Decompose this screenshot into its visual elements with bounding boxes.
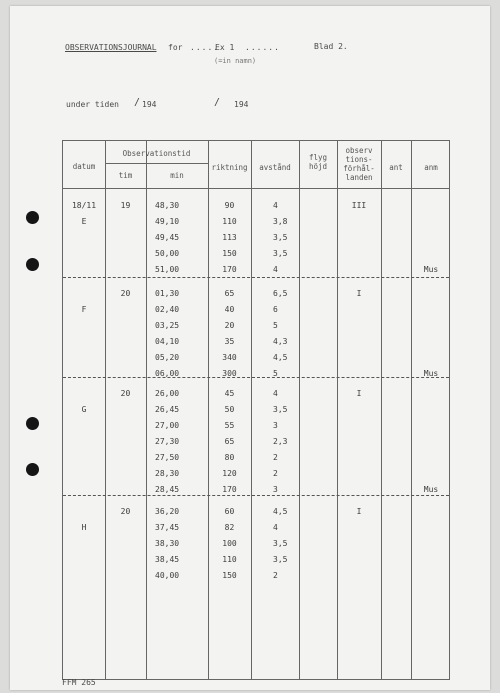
- row-minute: 06,00: [155, 369, 180, 378]
- group-hour: 20: [120, 507, 131, 516]
- group-conditions: I: [356, 289, 362, 298]
- row-note: Mus: [423, 369, 439, 378]
- form-code: FFM 265: [62, 678, 96, 687]
- group-letter: F: [81, 305, 87, 314]
- group-conditions: I: [356, 507, 362, 516]
- row-direction: 60: [224, 507, 235, 516]
- row-minute: 28,30: [155, 469, 180, 478]
- row-minute: 38,45: [155, 555, 180, 564]
- col-flyghojd: [299, 153, 337, 171]
- row-minute: 01,30: [155, 289, 180, 298]
- row-distance: 2: [273, 453, 278, 462]
- col-riktning: riktning: [211, 163, 248, 172]
- row-minute: 27,00: [155, 421, 180, 430]
- row-minute: 27,50: [155, 453, 180, 462]
- row-direction: 100: [222, 539, 237, 548]
- col-observ-line2: tions-: [345, 155, 373, 164]
- journal-title: OBSERVATIONSJOURNAL: [65, 43, 157, 52]
- row-direction: 20: [224, 321, 235, 330]
- row-minute: 37,45: [155, 523, 180, 532]
- row-distance: 3,5: [273, 405, 288, 414]
- col-observationstid: Observationstid: [122, 149, 191, 158]
- group-hour: 20: [120, 289, 131, 298]
- row-minute: 28,45: [155, 485, 180, 494]
- row-direction: 150: [222, 571, 237, 580]
- row-minute: 49,10: [155, 217, 180, 226]
- row-distance: 3,5: [273, 233, 288, 242]
- row-distance: 3,5: [273, 539, 288, 548]
- row-distance: 4: [273, 389, 278, 398]
- row-distance: 2: [273, 571, 278, 580]
- row-distance: 4: [273, 201, 278, 210]
- row-distance: 3,5: [273, 249, 288, 258]
- binder-hole: [26, 417, 39, 430]
- row-note: Mus: [423, 485, 439, 494]
- row-minute: 50,00: [155, 249, 180, 258]
- row-minute: 26,45: [155, 405, 180, 414]
- row-minute: 48,30: [155, 201, 180, 210]
- group-divider: [63, 277, 449, 278]
- row-direction: 65: [224, 289, 235, 298]
- binder-hole: [26, 258, 39, 271]
- row-direction: 110: [222, 217, 237, 226]
- group-conditions: I: [356, 389, 362, 398]
- row-distance: 4,3: [273, 337, 288, 346]
- group-date: 18/11: [71, 201, 97, 210]
- station-name: Ex 1: [215, 43, 235, 52]
- row-direction: 150: [222, 249, 237, 258]
- col-flyghojd-line1: flyg: [308, 153, 328, 162]
- row-minute: 04,10: [155, 337, 180, 346]
- col-observ-line3: förhål-: [343, 164, 375, 173]
- row-direction: 82: [224, 523, 235, 532]
- binder-hole: [26, 211, 39, 224]
- row-direction: 113: [222, 233, 237, 242]
- col-anm: anm: [424, 163, 438, 172]
- row-distance: 3,8: [273, 217, 288, 226]
- row-minute: 03,25: [155, 321, 180, 330]
- row-distance: 6: [273, 305, 278, 314]
- group-letter: E: [81, 217, 87, 226]
- group-divider: [63, 495, 449, 496]
- col-observ-line4: landen: [345, 173, 373, 182]
- row-note: Mus: [423, 265, 439, 274]
- row-minute: 05,20: [155, 353, 180, 362]
- group-letter: G: [81, 405, 87, 414]
- period-year-end: 194: [234, 100, 249, 109]
- row-minute: 02,40: [155, 305, 180, 314]
- row-direction: 340: [222, 353, 237, 362]
- row-distance: 4,5: [273, 507, 288, 516]
- col-observationsforhallanden: [337, 146, 381, 182]
- row-direction: 300: [222, 369, 237, 378]
- row-distance: 5: [273, 369, 278, 378]
- row-distance: 2: [273, 469, 278, 478]
- row-distance: 2,3: [273, 437, 288, 446]
- row-distance: 6,5: [273, 289, 288, 298]
- row-minute: 40,00: [155, 571, 180, 580]
- col-observ-line1: observ: [345, 146, 373, 155]
- group-divider: [63, 377, 449, 378]
- row-distance: 3: [273, 485, 278, 494]
- row-distance: 3,5: [273, 555, 288, 564]
- row-direction: 120: [222, 469, 237, 478]
- leader-dots: .....: [190, 43, 220, 52]
- group-hour: 19: [120, 201, 131, 210]
- col-avstand: avstånd: [259, 163, 291, 172]
- row-direction: 170: [222, 265, 237, 274]
- row-direction: 90: [224, 201, 235, 210]
- row-direction: 80: [224, 453, 235, 462]
- for-label: for: [168, 43, 183, 52]
- row-direction: 65: [224, 437, 235, 446]
- row-distance: 4: [273, 265, 278, 274]
- sheet-number: Blad 2.: [314, 42, 348, 51]
- group-letter: H: [81, 523, 87, 532]
- row-minute: 36,20: [155, 507, 180, 516]
- period-slash: /: [134, 97, 141, 108]
- group-hour: 20: [120, 389, 131, 398]
- group-conditions: III: [351, 201, 367, 210]
- binder-hole: [26, 463, 39, 476]
- row-direction: 40: [224, 305, 235, 314]
- name-hint: (=in namn): [214, 57, 257, 65]
- row-distance: 5: [273, 321, 278, 330]
- col-tim: tim: [118, 171, 133, 180]
- row-distance: 4,5: [273, 353, 288, 362]
- trailing-dots: ......: [245, 43, 280, 52]
- period-year-start: 194: [142, 100, 157, 109]
- row-direction: 35: [224, 337, 235, 346]
- observation-table: [62, 140, 450, 680]
- row-distance: 4: [273, 523, 278, 532]
- row-minute: 49,45: [155, 233, 180, 242]
- row-direction: 45: [224, 389, 235, 398]
- row-direction: 55: [224, 421, 235, 430]
- row-minute: 27,30: [155, 437, 180, 446]
- row-direction: 170: [222, 485, 237, 494]
- col-flyghojd-line2: höjd: [308, 162, 328, 171]
- row-direction: 110: [222, 555, 237, 564]
- row-direction: 50: [224, 405, 235, 414]
- col-datum: datum: [72, 162, 96, 171]
- col-min: min: [170, 171, 184, 180]
- period-slash: /: [214, 97, 221, 108]
- row-minute: 26,00: [155, 389, 180, 398]
- row-minute: 38,30: [155, 539, 180, 548]
- row-distance: 3: [273, 421, 278, 430]
- row-minute: 51,00: [155, 265, 180, 274]
- col-ant: ant: [389, 163, 403, 172]
- period-label: under tiden: [66, 100, 119, 109]
